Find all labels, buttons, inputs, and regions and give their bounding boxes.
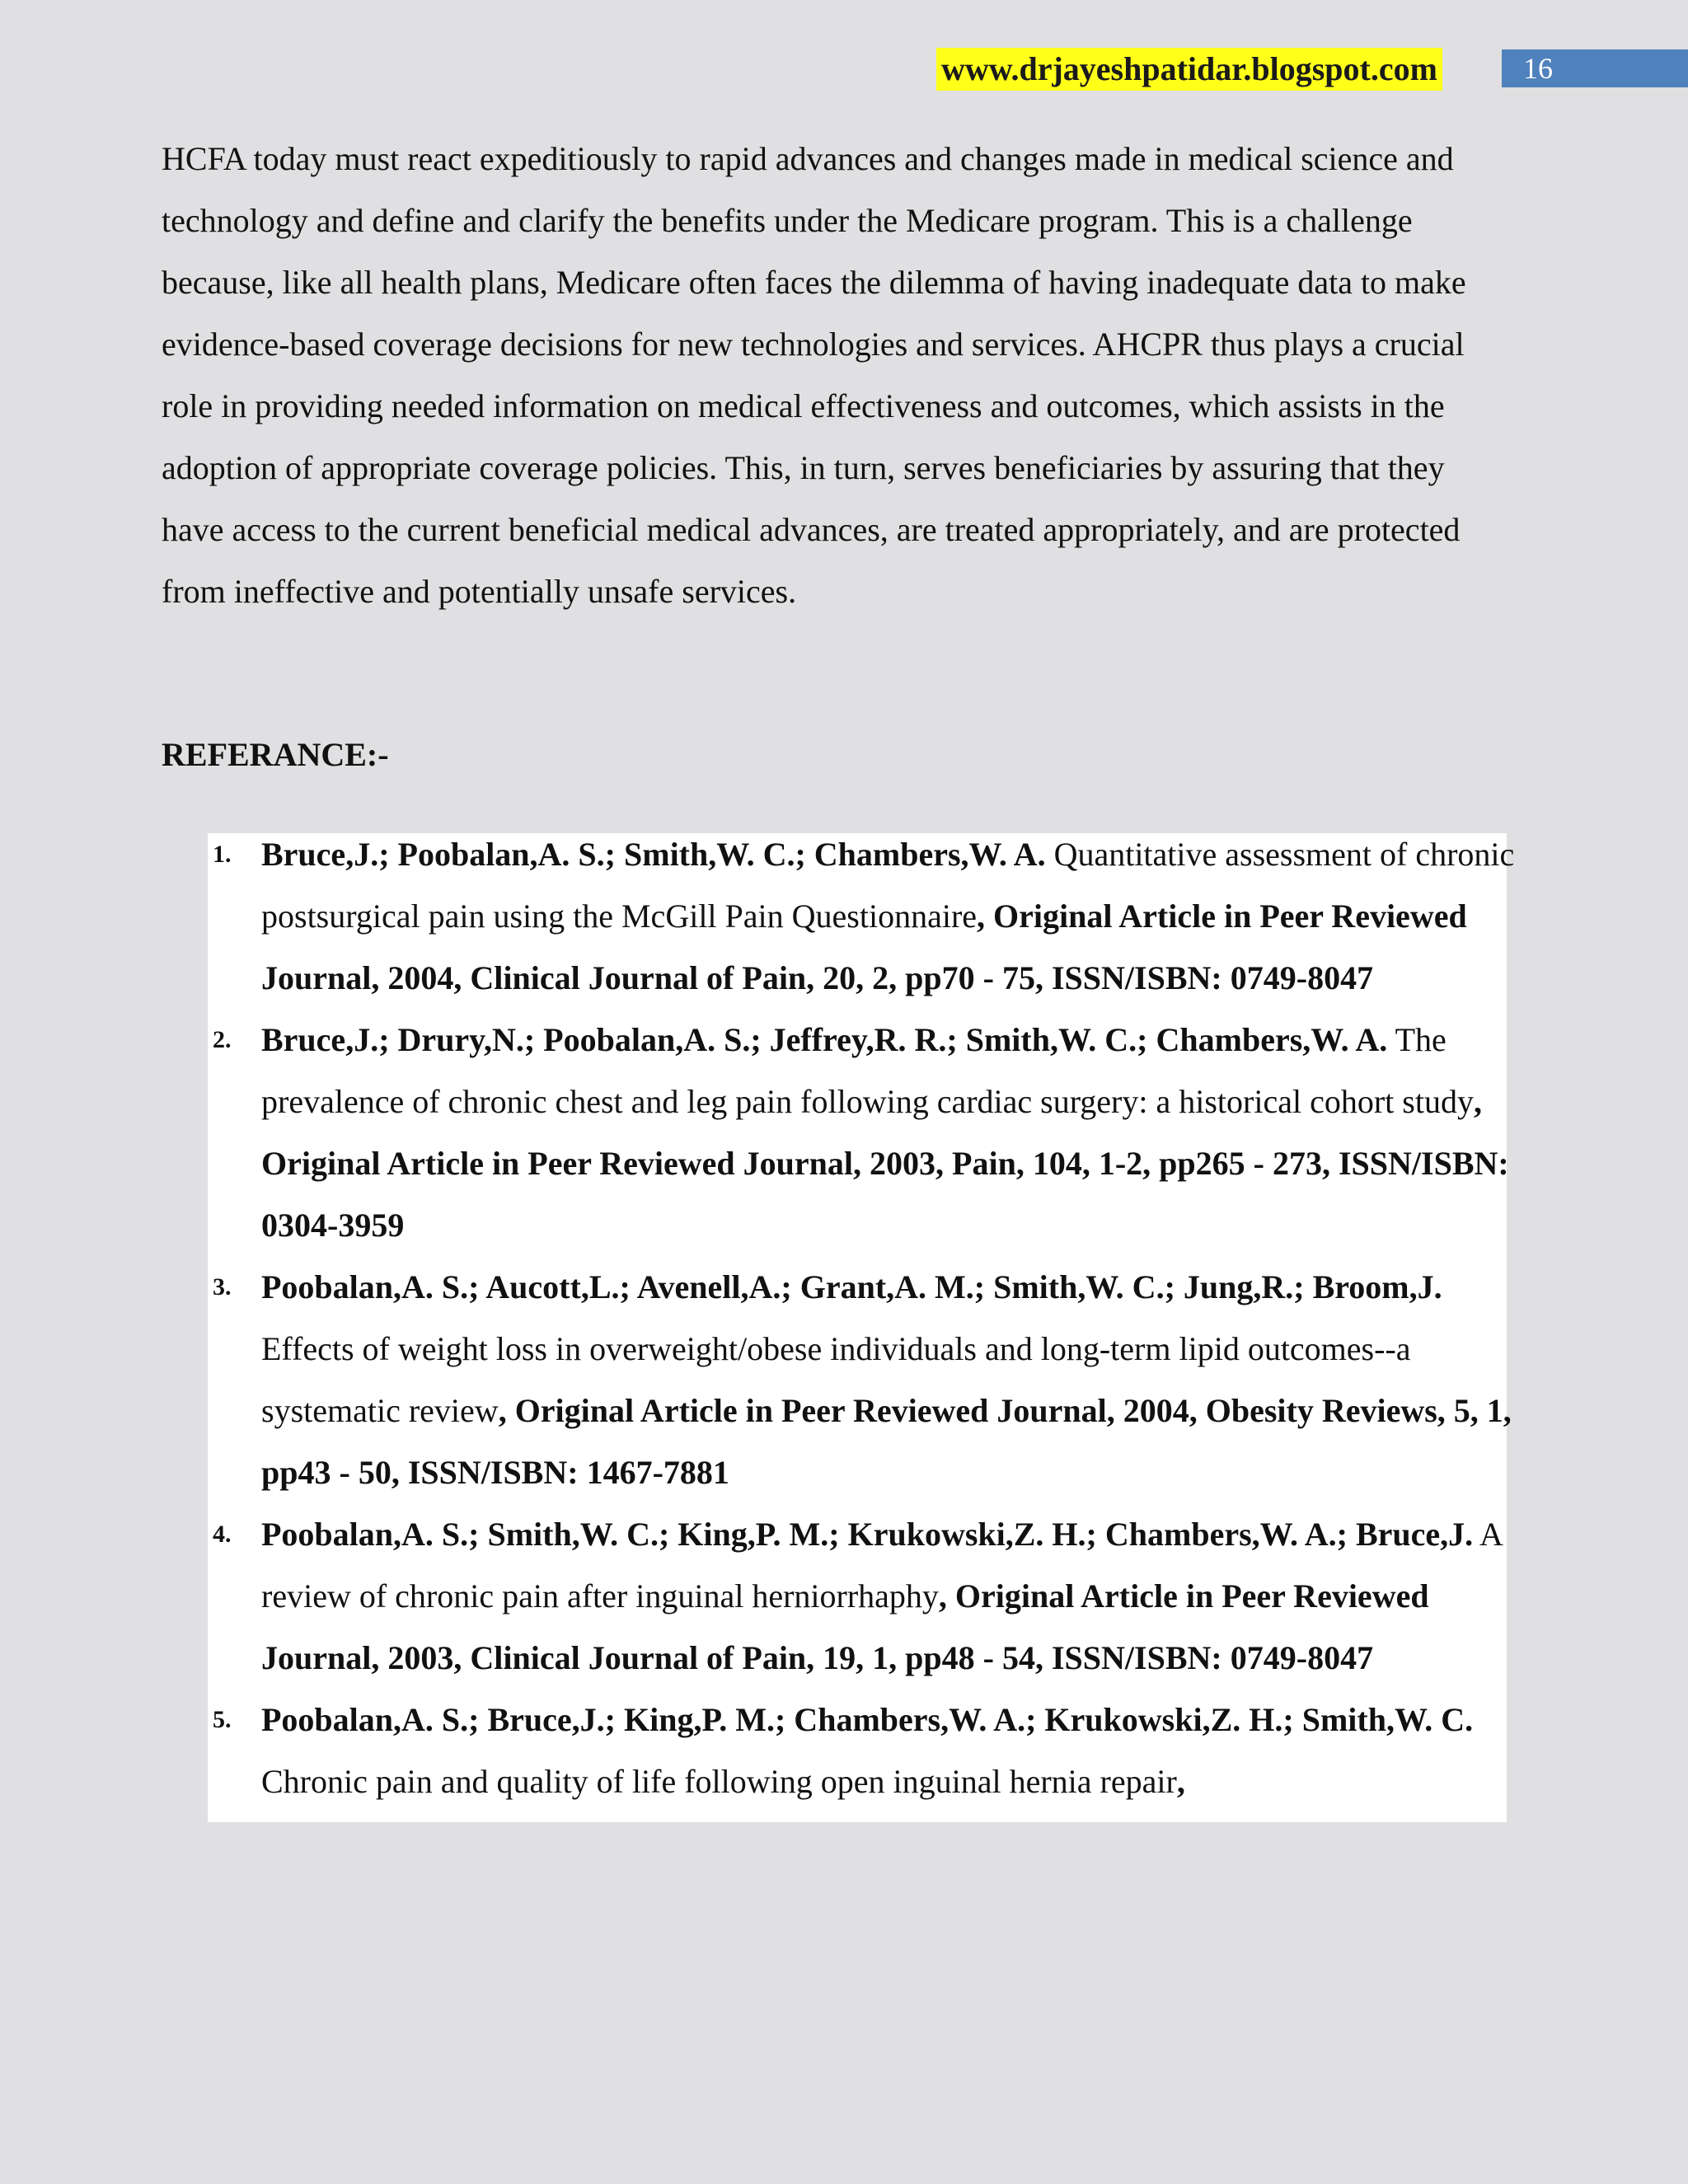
- reference-item-2: [162, 1009, 1522, 1256]
- reference-number: 3.: [213, 1273, 232, 1301]
- reference-authors: Poobalan,A. S.; Aucott,L.; Avenell,A.; Grant,A. M.; Smith,W. C.; Jung,R.; Broom,J.: [261, 1268, 1442, 1305]
- reference-title: Effects of weight loss in overweight/obese individuals and long-term lipid outcomes--a systematic review: [261, 1330, 1411, 1429]
- reference-title: Chronic pain and quality of life following open inguinal hernia repair: [261, 1763, 1177, 1800]
- reference-details: , Original Article in Peer Reviewed Journal, 2003, Clinical Journal of Pain, 19, 1, pp48 - 54, ISSN/ISBN: 0749-8047: [261, 1577, 1429, 1676]
- reference-details: , Original Article in Peer Reviewed Journal, 2004, Clinical Journal of Pain, 20, 2, pp70 - 75, ISSN/ISBN: 0749-8047: [261, 898, 1467, 996]
- reference-details: , Original Article in Peer Reviewed Journal, 2004, Obesity Reviews, 5, 1, pp43 - 50, ISSN/ISBN: 1467-7881: [261, 1392, 1512, 1491]
- reference-number: 4.: [213, 1521, 232, 1548]
- references-heading: REFERANCE:-: [162, 736, 389, 773]
- reference-title: Quantitative assessment of chronic postsurgical pain using the McGill Pain Questionnaire: [261, 836, 1515, 935]
- reference-number: 1.: [213, 841, 232, 868]
- reference-item-4: [162, 1503, 1522, 1689]
- reference-number: 5.: [213, 1706, 232, 1733]
- body-paragraph: HCFA today must react expeditiously to rapid advances and changes made in medical science and technology and define and clarify the benefits under the Medicare program. This is a challenge because, like all health plans, Medicare often faces the dilemma of having inadequate data to make evidence-based coverage decisions for new technologies and services. AHCPR thus plays a crucial role in providing needed information on medical effectiveness and outcomes, which assists in the adoption of appropriate coverage policies. This, in turn, serves beneficiaries by assuring that they have access to the current beneficial medical advances, are treated appropriately, and are protected from ineffective and potentially unsafe services.: [162, 140, 1466, 610]
- reference-authors: Bruce,J.; Drury,N.; Poobalan,A. S.; Jeffrey,R. R.; Smith,W. C.; Chambers,W. A.: [261, 1021, 1388, 1058]
- header-url: www.drjayeshpatidar.blogspot.com: [936, 48, 1442, 91]
- reference-title: The prevalence of chronic chest and leg pain following cardiac surgery: a historical cohort study: [261, 1021, 1474, 1120]
- reference-item-3: [162, 1256, 1522, 1503]
- reference-authors: Bruce,J.; Poobalan,A. S.; Smith,W. C.; Chambers,W. A.: [261, 836, 1046, 873]
- reference-number: 2.: [213, 1026, 232, 1053]
- reference-details: , Original Article in Peer Reviewed Journal, 2003, Pain, 104, 1-2, pp265 - 273, ISSN/ISBN: 0304-3959: [261, 1083, 1509, 1244]
- reference-authors: Poobalan,A. S.; Smith,W. C.; King,P. M.; Krukowski,Z. H.; Chambers,W. A.; Bruce,J.: [261, 1516, 1474, 1553]
- page-number: 16: [1523, 52, 1553, 85]
- reference-details: ,: [1176, 1763, 1185, 1800]
- references-list: [162, 823, 1522, 1812]
- reference-title: A review of chronic pain after inguinal herniorrhaphy: [261, 1516, 1502, 1615]
- reference-item-5: [162, 1689, 1522, 1812]
- page-number-box: [1502, 49, 1688, 87]
- reference-item-1: [162, 823, 1522, 1009]
- reference-authors: Poobalan,A. S.; Bruce,J.; King,P. M.; Chambers,W. A.; Krukowski,Z. H.; Smith,W. C.: [261, 1701, 1474, 1738]
